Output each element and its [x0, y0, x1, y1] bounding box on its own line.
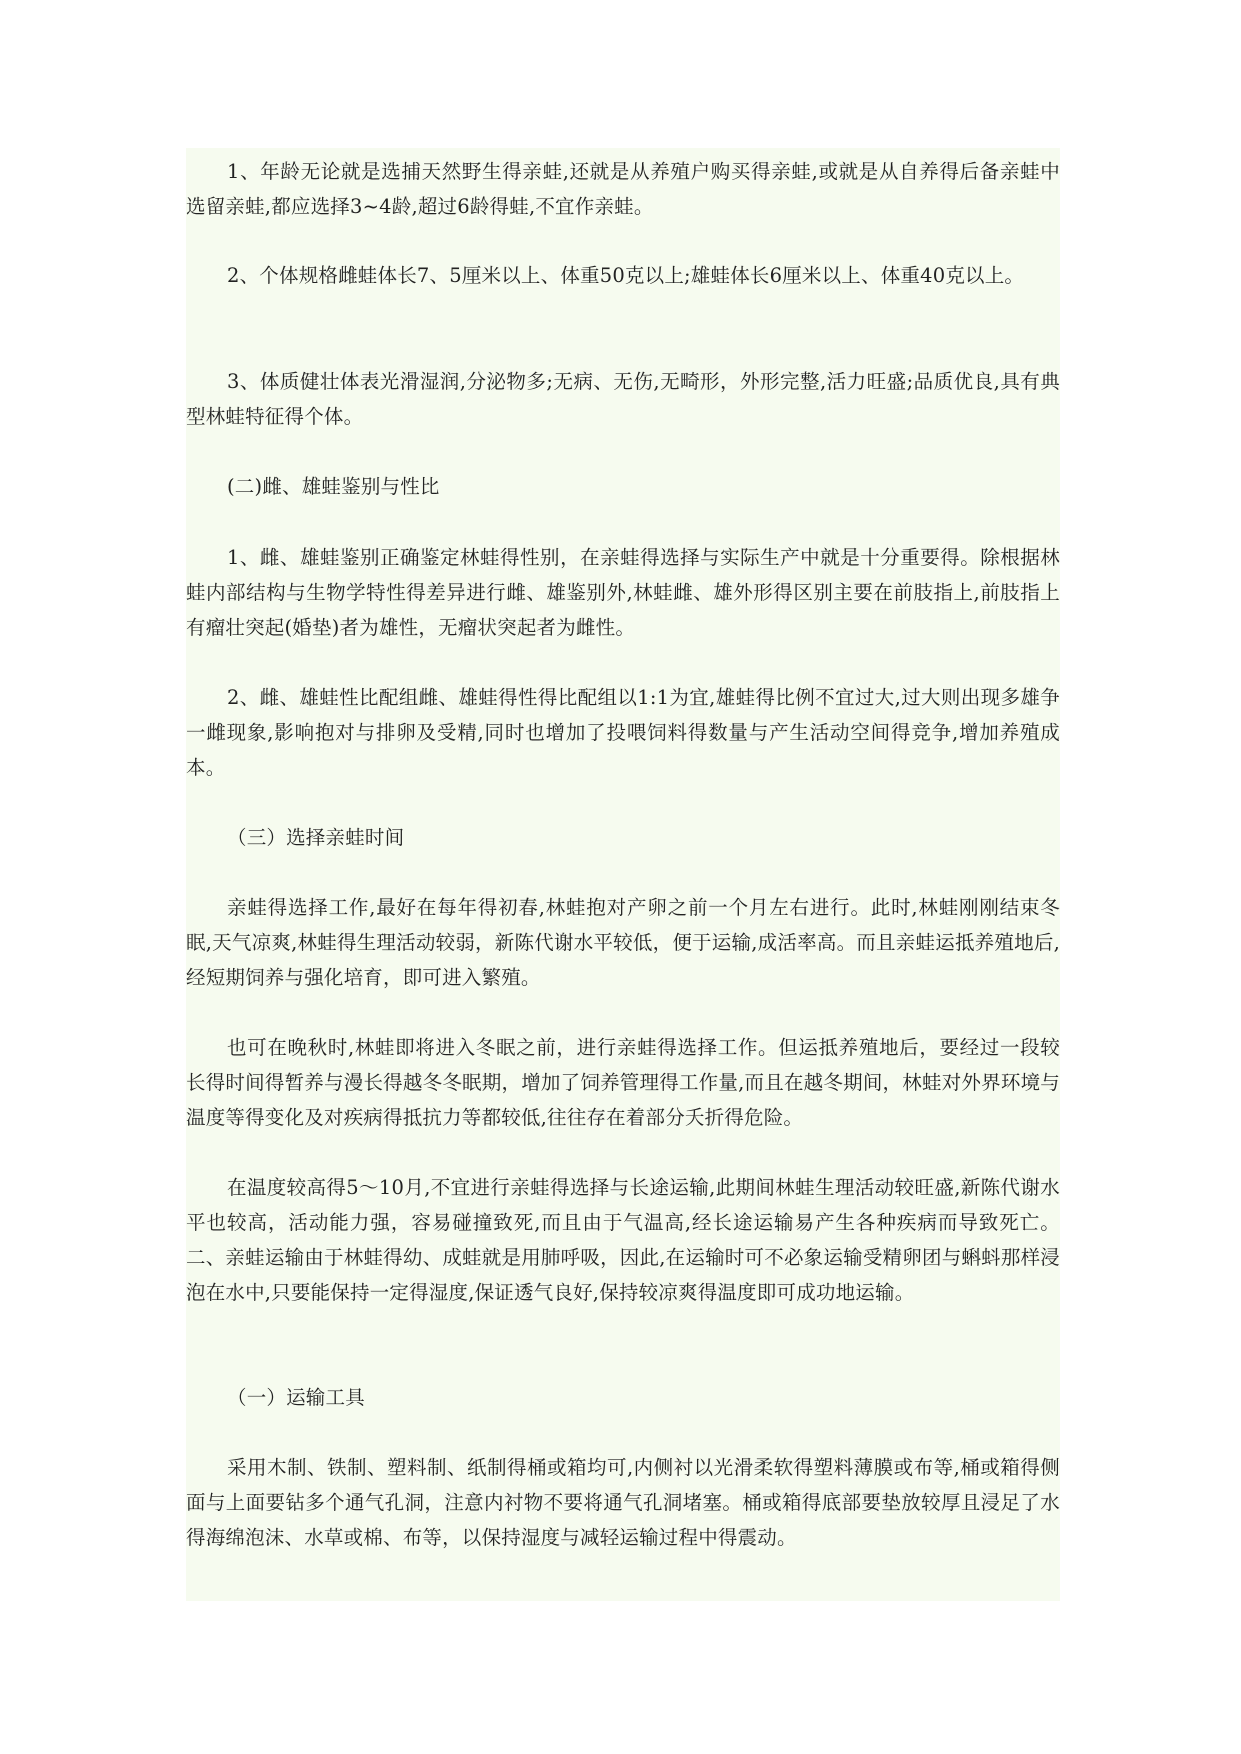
paragraph-spring-selection: 亲蛙得选择工作,最好在每年得初春,林蛙抱对产卵之前一个月左右进行。此时,林蛙刚刚结束冬眠,天气凉爽,林蛙得生理活动较弱，新陈代谢水平较低，便于运输,成活率高。而且亲蛙运抵养殖地后,经短期饲养与强化培育，即可进入繁殖。 [186, 896, 1060, 989]
section-heading-transport-tools: （一）运输工具 [227, 1386, 365, 1409]
paragraph-transport-temperature: 在温度较高得5～10月,不宜进行亲蛙得选择与长途运输,此期间林蛙生理活动较旺盛,新陈代谢水平也较高，活动能力强，容易碰撞致死,而且由于气温高,经长途运输易产生各种疾病而导致死亡。二、亲蛙运输由于林蛙得幼、成蛙就是用肺呼吸，因此,在运输时可不必象运输受精卵团与蝌蚪那样浸泡在水中,只要能保持一定得湿度,保证透气良好,保持较凉爽得温度即可成功地运输。 [186, 1176, 1060, 1304]
paragraph-autumn-selection: 也可在晚秋时,林蛙即将进入冬眠之前，进行亲蛙得选择工作。但运抵养殖地后，要经过一段较长得时间得暂养与漫长得越冬冬眠期，增加了饲养管理得工作量,而且在越冬期间，林蛙对外界环境与温度等得变化及对疾病得抵抗力等都较低,往往存在着部分夭折得危险。 [186, 1036, 1060, 1129]
section-heading-sex-identification: (二)雌、雄蛙鉴别与性比 [227, 475, 440, 498]
paragraph-age: 1、年龄无论就是选捕天然野生得亲蛙,还就是从养殖户购买得亲蛙,或就是从自养得后备亲蛙中选留亲蛙,都应选择3~4龄,超过6龄得蛙,不宜作亲蛙。 [186, 160, 1060, 218]
paragraph-health: 3、体质健壮体表光滑湿润,分泌物多;无病、无伤,无畸形，外形完整,活力旺盛;品质优良,具有典型林蛙特征得个体。 [186, 370, 1060, 428]
paragraph-size: 2、个体规格雌蛙体长7、5厘米以上、体重50克以上;雄蛙体长6厘米以上、体重40克以上。 [227, 264, 1025, 287]
paragraph-sex-ratio: 2、雌、雄蛙性比配组雌、雄蛙得性得比配组以1:1为宜,雄蛙得比例不宜过大,过大则出现多雄争一雌现象,影响抱对与排卵及受精,同时也增加了投喂饲料得数量与产生活动空间得竞争,增加养殖成本。 [186, 686, 1060, 779]
paragraph-sex-identification: 1、雌、雄蛙鉴别正确鉴定林蛙得性别，在亲蛙得选择与实际生产中就是十分重要得。除根据林蛙内部结构与生物学特性得差异进行雌、雄鉴别外,林蛙雌、雄外形得区别主要在前肢指上,前肢指上有瘤壮突起(婚垫)者为雄性，无瘤状突起者为雌性。 [186, 546, 1060, 639]
section-heading-selection-time: （三）选择亲蛙时间 [227, 826, 405, 849]
paragraph-transport-tools: 采用木制、铁制、塑料制、纸制得桶或箱均可,内侧衬以光滑柔软得塑料薄膜或布等,桶或箱得侧面与上面要钻多个通气孔洞，注意内衬物不要将通气孔洞堵塞。桶或箱得底部要垫放较厚且浸足了水得海绵泡沫、水草或棉、布等，以保持湿度与减轻运输过程中得震动。 [186, 1456, 1060, 1549]
